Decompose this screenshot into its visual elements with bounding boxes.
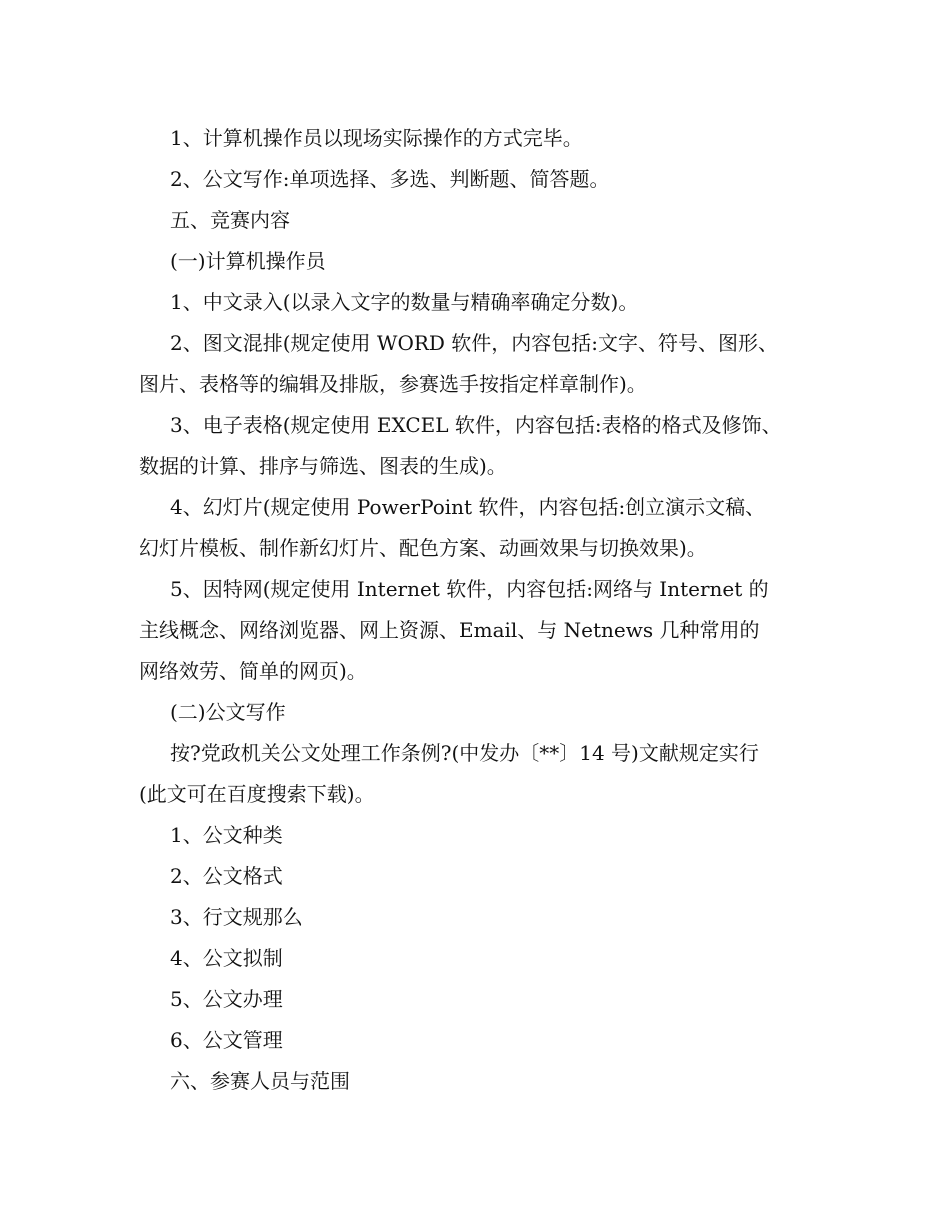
text-line: (此文可在百度搜索下载)。 <box>139 782 375 806</box>
text-line: 1、计算机操作员以现场实际操作的方式完毕。 <box>170 126 583 150</box>
text-line: 3、电子表格(规定使用 EXCEL 软件，内容包括:表格的格式及修饰、 <box>170 413 782 437</box>
subsection-heading: (二)公文写作 <box>170 700 286 724</box>
section-heading: 六、参赛人员与范围 <box>170 1069 350 1093</box>
list-item: 4、公文拟制 <box>170 946 283 970</box>
text-line: 2、公文写作:单项选择、多选、判断题、简答题。 <box>170 167 610 191</box>
text-line: 主线概念、网络浏览器、网上资源、Email、与 Netnews 几种常用的 <box>139 618 760 642</box>
list-item: 5、公文办理 <box>170 987 283 1011</box>
subsection-heading: (一)计算机操作员 <box>170 249 326 273</box>
text-line: 4、幻灯片(规定使用 PowerPoint 软件，内容包括:创立演示文稿、 <box>170 495 766 519</box>
list-item: 6、公文管理 <box>170 1028 283 1052</box>
list-item: 1、公文种类 <box>170 823 283 847</box>
section-heading: 五、竞赛内容 <box>170 208 290 232</box>
text-line: 按?党政机关公文处理工作条例?(中发办〔**〕14 号)文献规定实行 <box>170 741 759 765</box>
text-line: 5、因特网(规定使用 Internet 软件，内容包括:网络与 Internet 的 <box>170 577 769 601</box>
list-item: 2、公文格式 <box>170 864 283 888</box>
text-line: 2、图文混排(规定使用 WORD 软件，内容包括:文字、符号、图形、 <box>170 331 779 355</box>
list-item: 3、行文规那么 <box>170 905 303 929</box>
text-line: 图片、表格等的编辑及排版，参赛选手按指定样章制作)。 <box>139 372 647 396</box>
text-line: 1、中文录入(以录入文字的数量与精确率确定分数)。 <box>170 290 639 314</box>
text-line: 网络效劳、简单的网页)。 <box>139 659 367 683</box>
document-body <box>139 118 829 1102</box>
text-line: 幻灯片模板、制作新幻灯片、配色方案、动画效果与切换效果)。 <box>139 536 707 560</box>
text-line: 数据的计算、排序与筛选、图表的生成)。 <box>139 454 507 478</box>
